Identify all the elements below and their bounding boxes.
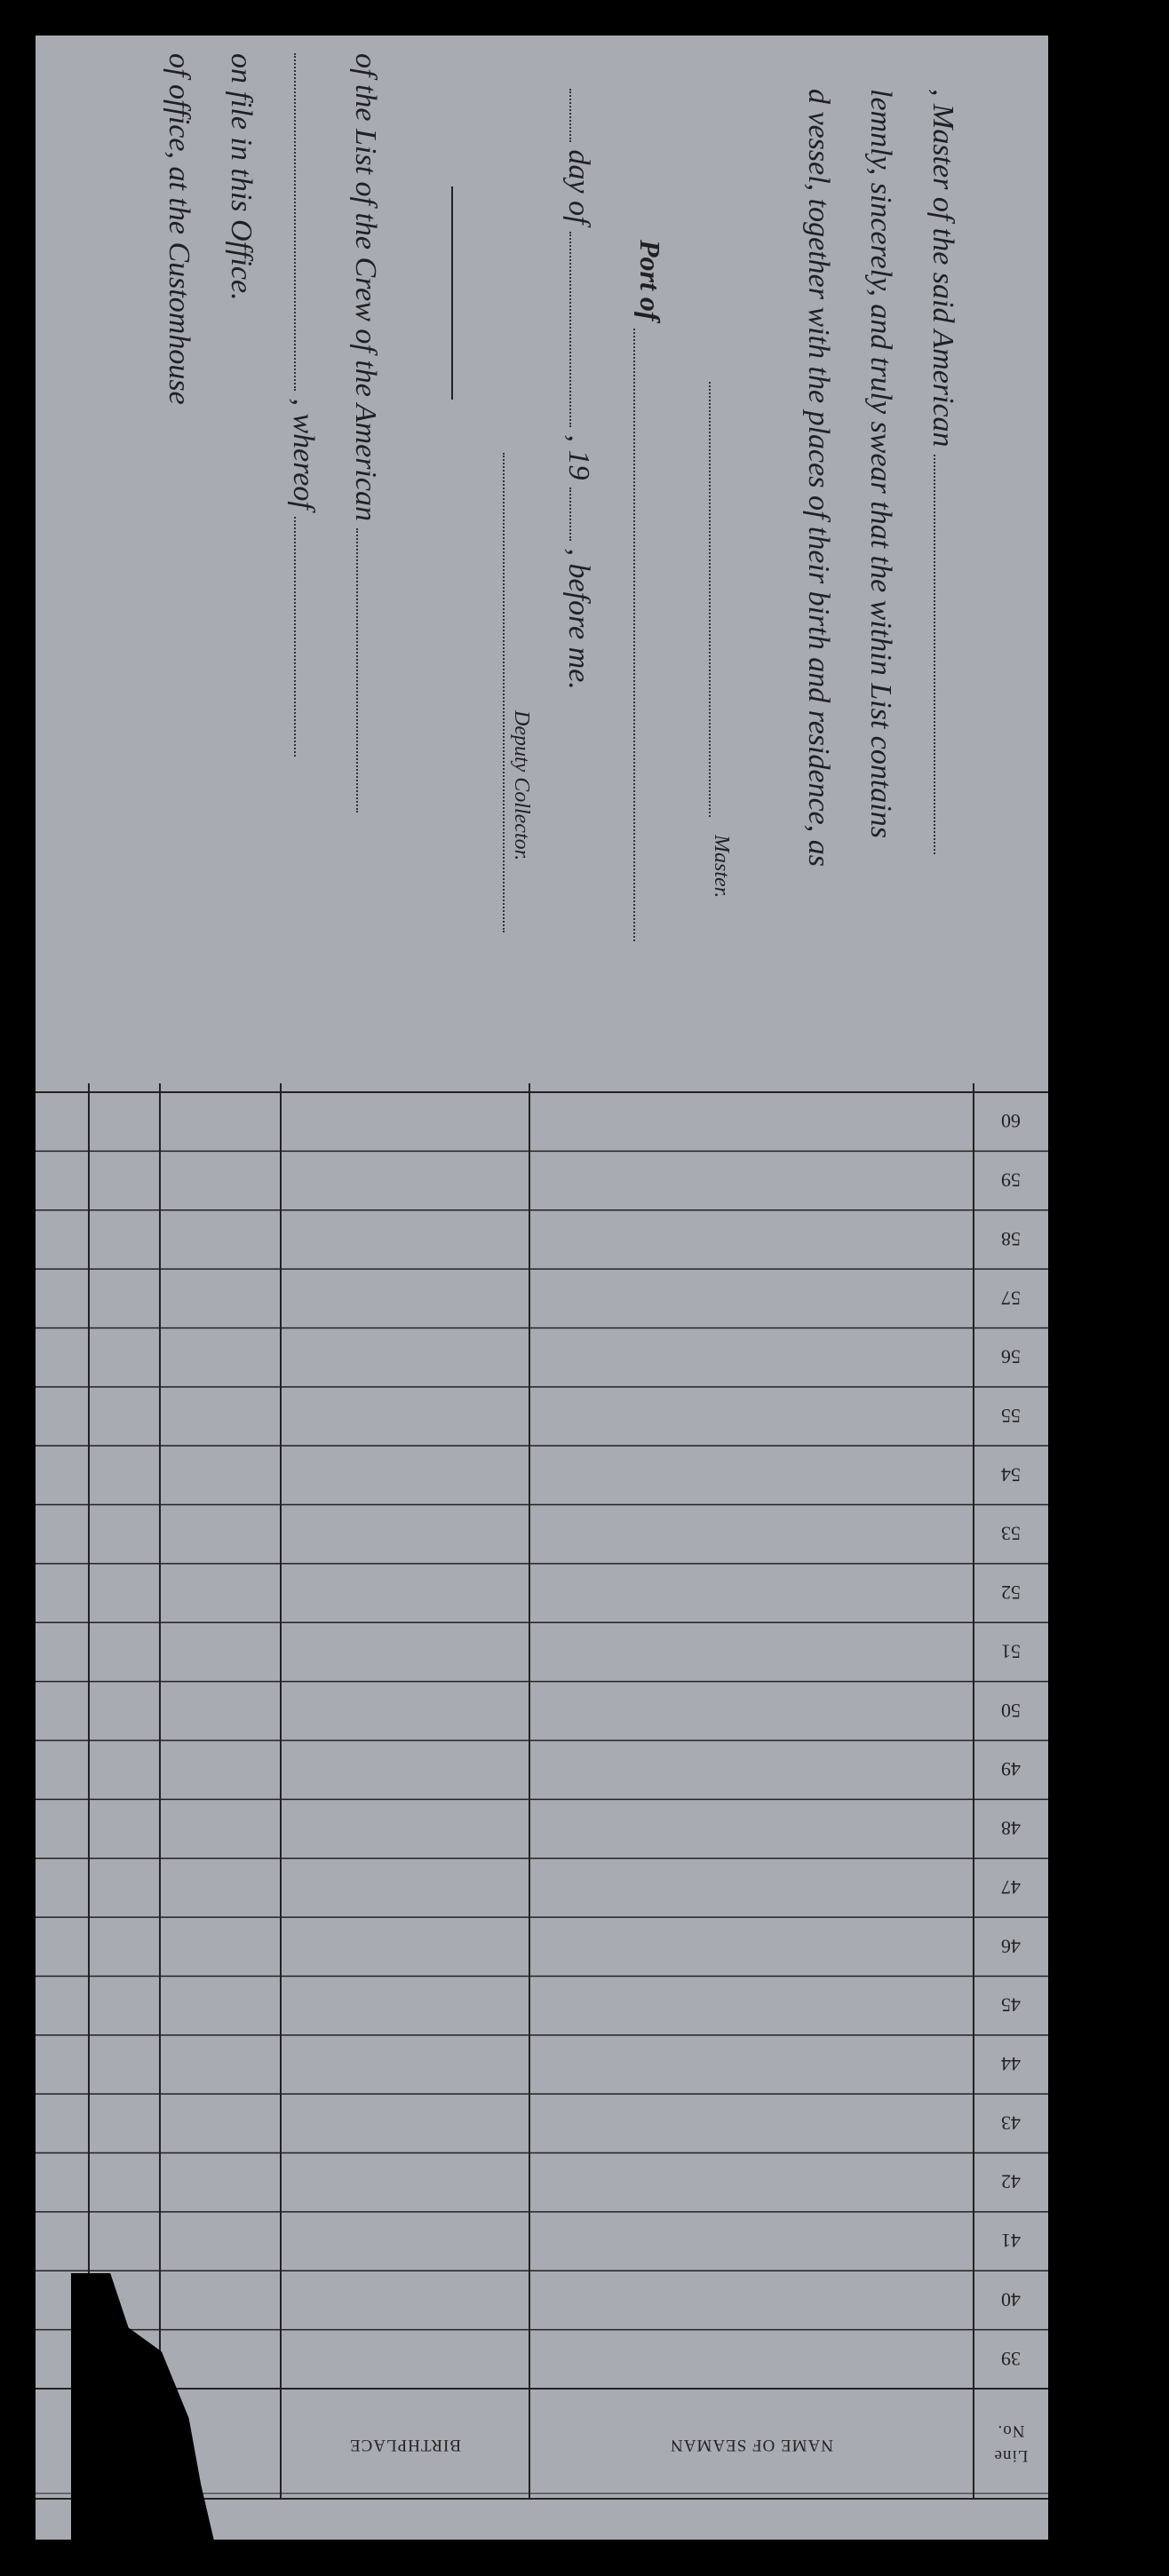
year-field[interactable] xyxy=(569,487,571,541)
line-number: 54 xyxy=(1001,1463,1021,1486)
oath-master-text: , Master of the said American xyxy=(926,89,959,448)
line-number: 41 xyxy=(1001,2230,1021,2253)
master-name-field[interactable] xyxy=(934,455,935,854)
line-number: 51 xyxy=(1001,1640,1021,1663)
list-crew-text: of the List of the Crew of the American xyxy=(349,53,382,521)
oath-whereof-line xyxy=(286,53,320,757)
line-number: 57 xyxy=(1001,1287,1021,1310)
line-number: 39 xyxy=(1001,2347,1021,2370)
line-number: 50 xyxy=(1001,1699,1021,1722)
crew-rows xyxy=(36,1092,1048,2370)
master-signature-line[interactable] xyxy=(709,382,711,817)
line-number: 45 xyxy=(1001,1993,1021,2017)
line-number: 58 xyxy=(1001,1227,1021,1250)
line-number: 49 xyxy=(1001,1758,1021,1781)
line-number: 43 xyxy=(1001,2112,1021,2135)
day-field[interactable] xyxy=(569,232,571,427)
line-number: 56 xyxy=(1001,1345,1021,1368)
day-of-text: day of xyxy=(562,149,595,225)
deputy-collector-label: Deputy Collector. xyxy=(510,710,533,861)
signature-mark xyxy=(451,186,453,400)
header-birthplace: BIRTHPLACE xyxy=(348,2436,462,2454)
deputy-signature-line[interactable] xyxy=(503,453,505,932)
line-number: 52 xyxy=(1001,1581,1021,1605)
master-label: Master. xyxy=(710,835,733,899)
whereof-text: , whereof xyxy=(287,398,320,510)
whereof-field[interactable] xyxy=(294,53,296,391)
line-number: 53 xyxy=(1001,1522,1021,1545)
crew-table-grid xyxy=(36,1083,1048,2504)
customhouse-text: of office, at the Customhouse xyxy=(163,53,195,405)
oath-line-1 xyxy=(926,89,959,854)
oath-line-2: lemnly, sincerely, and truly swear that the within List contains xyxy=(864,89,897,838)
line-number: 60 xyxy=(1001,1110,1021,1133)
line-number: 55 xyxy=(1001,1405,1021,1427)
header-name-of-seaman: NAME OF SEAMAN xyxy=(670,2436,833,2454)
torn-left-edge xyxy=(0,0,36,2576)
line-number: 42 xyxy=(1001,2170,1021,2193)
oath-list-line xyxy=(348,53,382,812)
header-no: No. xyxy=(997,2421,1025,2440)
crew-list-table xyxy=(36,1083,1048,2464)
port-label: Port of xyxy=(634,240,666,321)
oath-day-line xyxy=(561,89,595,690)
line-number: 44 xyxy=(1001,2053,1021,2075)
oath-section xyxy=(36,36,1048,1083)
year-prefix: , 19 xyxy=(562,434,595,480)
line-number: 47 xyxy=(1001,1875,1021,1898)
line-number: 59 xyxy=(1001,1169,1021,1192)
line-number: 40 xyxy=(1001,2288,1021,2311)
line-number: 46 xyxy=(1001,1935,1021,1958)
vessel-name-field[interactable] xyxy=(356,528,358,812)
document-page xyxy=(36,36,1048,2540)
whereof-field-2[interactable] xyxy=(294,517,296,757)
oath-line-3: d vessel, together with the places of their birth and residence, as xyxy=(802,89,835,867)
header-line: Line xyxy=(993,2446,1029,2465)
before-me-text: , before me. xyxy=(562,548,595,690)
on-file-text: on file in this Office. xyxy=(225,53,258,301)
line-number: 48 xyxy=(1001,1817,1021,1840)
port-field[interactable] xyxy=(633,329,635,941)
